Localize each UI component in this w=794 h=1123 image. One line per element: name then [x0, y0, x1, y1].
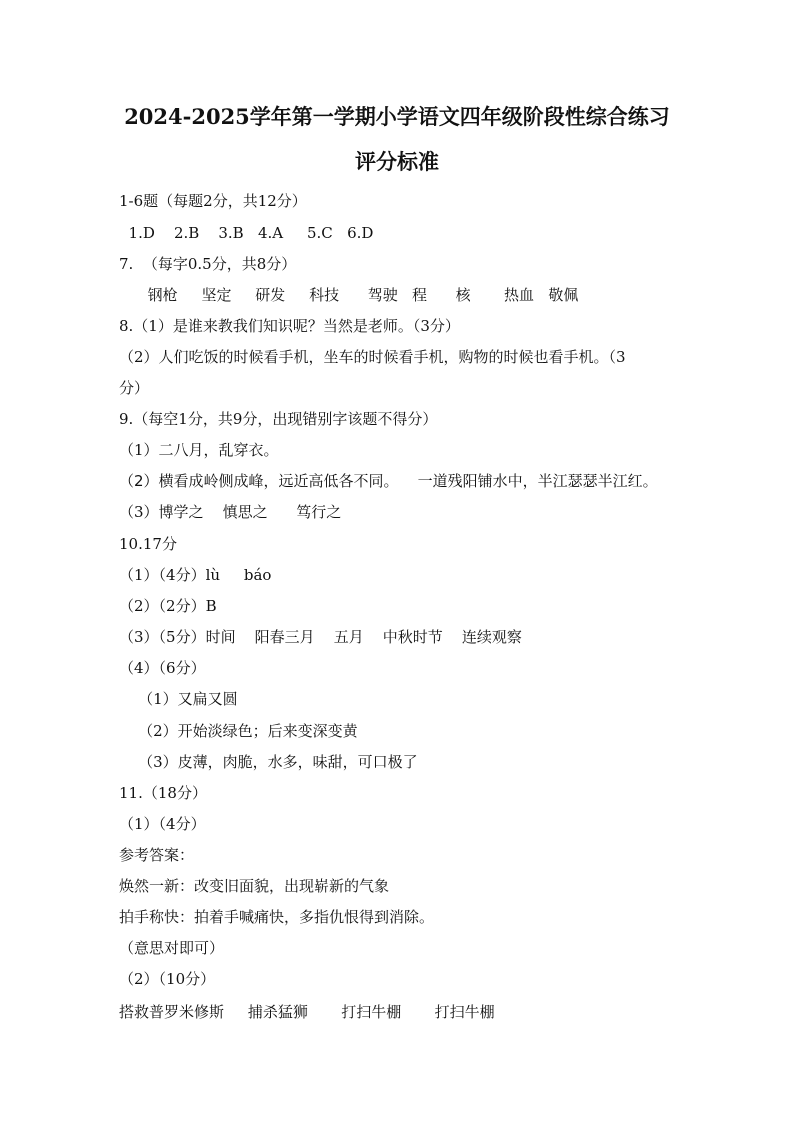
answer-line: 分）: [119, 379, 150, 397]
answer-line: （1）又扁又圆: [119, 690, 238, 708]
answer-line: 拍手称快：拍着手喊痛快，多指仇恨得到消除。: [119, 908, 435, 926]
answer-line: 10.17分: [119, 535, 177, 553]
answer-line: 1-6题（每题2分，共12分）: [119, 192, 307, 210]
answer-line: （3）（5分）时间 阳春三月 五月 中秋时节 连续观察: [119, 628, 522, 646]
answer-line: 钢枪 坚定 研发 科技 驾驶 程 核 热血 敬佩: [119, 286, 579, 304]
answer-line: （1）（4分）: [119, 815, 206, 833]
answer-line: （2）（2分）B: [119, 597, 217, 615]
document-subtitle: 评分标准: [355, 149, 439, 174]
answer-line: 7. （每字0.5分，共8分）: [119, 255, 297, 273]
answer-line: （意思对即可）: [119, 939, 225, 957]
answer-line: （3）博学之 慎思之 笃行之: [119, 503, 342, 521]
answer-line: （2）人们吃饭的时候看手机，坐车的时候看手机，购物的时候也看手机。（3: [119, 348, 626, 366]
document-title: 2024-2025学年第一学期小学语文四年级阶段性综合练习: [124, 104, 670, 129]
answer-line: （1）（4分）lù báo: [119, 566, 272, 584]
answer-line: 参考答案：: [119, 846, 195, 864]
answer-line: 9.（每空1分，共9分，出现错别字该题不得分）: [119, 410, 438, 428]
answer-line: （3）皮薄，肉脆，水多，味甜，可口极了: [119, 753, 418, 771]
answer-line: （2）开始淡绿色；后来变深变黄: [119, 722, 358, 740]
answer-line: （2）（10分）: [119, 970, 216, 988]
answer-line: 1.D 2.B 3.B 4.A 5.C 6.D: [119, 224, 374, 242]
answer-line: 焕然一新：改变旧面貌，出现崭新的气象: [119, 877, 390, 895]
answer-line: （2）横看成岭侧成峰，远近高低各不同。 一道残阳铺水中，半江瑟瑟半江红。: [119, 472, 658, 490]
answer-line: （1）二八月，乱穿衣。: [119, 441, 279, 459]
answer-line: （4）（6分）: [119, 659, 206, 677]
answer-line: 搭救普罗米修斯 捕杀猛狮 打扫牛棚 打扫牛棚: [119, 1003, 495, 1021]
answer-line: 8.（1）是谁来教我们知识呢？当然是老师。（3分）: [119, 317, 460, 335]
answer-line: 11.（18分）: [119, 784, 207, 802]
